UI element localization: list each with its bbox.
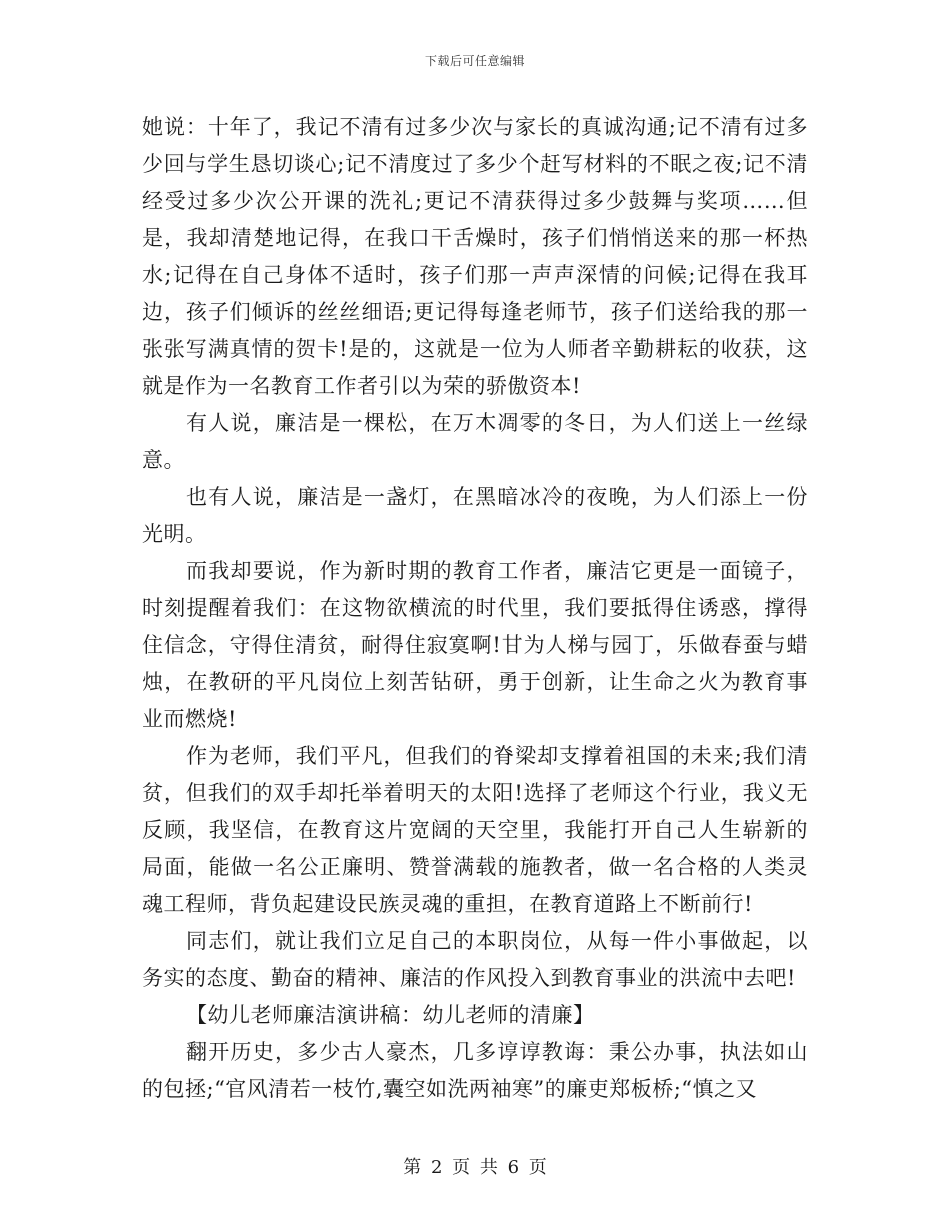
paragraph-integrity-mirror: 而我却要说，作为新时期的教育工作者，廉洁它更是一面镜子，时刻提醒着我们：在这物欲横流的时代里，我们要抵得住诱惑，撑得住信念，守得住清贫，耐得住寂寞啊!甘为人梯与园丁，乐做春蚕与蜡烛，在教研的平凡岗位上刻苦钻研，勇于创新，让生命之火为教育事业而燃烧!	[142, 559, 808, 731]
paragraph-call-to-action: 同志们，就让我们立足自己的本职岗位，从每一件小事做起，以务实的态度、勤奋的精神、廉洁的作风投入到教育事业的洪流中去吧!	[142, 929, 808, 990]
paragraph-integrity-lamp: 也有人说，廉洁是一盏灯，在黑暗冰冷的夜晚，为人们添上一份光明。	[142, 485, 808, 546]
paragraph-teacher-memories: 她说：十年了，我记不清有过多少次与家长的真诚沟通;记不清有过多少回与学生恳切谈心;记不清度过了多少个赶写材料的不眠之夜;记不清经受过多少次公开课的洗礼;更记不清获得过多少鼓舞与奖项……但是，我却清楚地记得，在我口干舌燥时，孩子们悄悄送来的那一杯热水;记得在自己身体不适时，孩子们那一声声深情的问候;记得在我耳边，孩子们倾诉的丝丝细语;更记得每逢老师节，孩子们送给我的那一张张写满真情的贺卡!是的，这就是一位为人师者辛勤耕耘的收获，这就是作为一名教育工作者引以为荣的骄傲资本!	[142, 115, 808, 398]
paragraph-integrity-pine: 有人说，廉洁是一棵松，在万木凋零的冬日，为人们送上一丝绿意。	[142, 411, 808, 472]
section-heading: 【幼儿老师廉洁演讲稿：幼儿老师的清廉】	[186, 1003, 595, 1027]
document-body	[142, 109, 808, 1108]
paragraph-teacher-ordinary: 作为老师，我们平凡，但我们的脊梁却支撑着祖国的未来;我们清贫，但我们的双手却托举着明天的太阳!选择了老师这个行业，我义无反顾，我坚信，在教育这片宽阔的天空里，我能打开自己人生崭新的局面，能做一名公正廉明、赞誉满载的施教者，做一名合格的人类灵魂工程师，背负起建设民族灵魂的重担，在教育道路上不断前行!	[142, 744, 808, 916]
paragraph-history: 翻开历史，多少古人豪杰，几多谆谆教诲：秉公办事，执法如山的包拯;“官风清若一枝竹,囊空如洗两袖寒”的廉吏郑板桥;“慎之又	[142, 1040, 808, 1101]
page-header-note: 下载后可任意编辑	[424, 54, 525, 68]
page-number: 第 2 页 共 6 页	[403, 1157, 547, 1178]
